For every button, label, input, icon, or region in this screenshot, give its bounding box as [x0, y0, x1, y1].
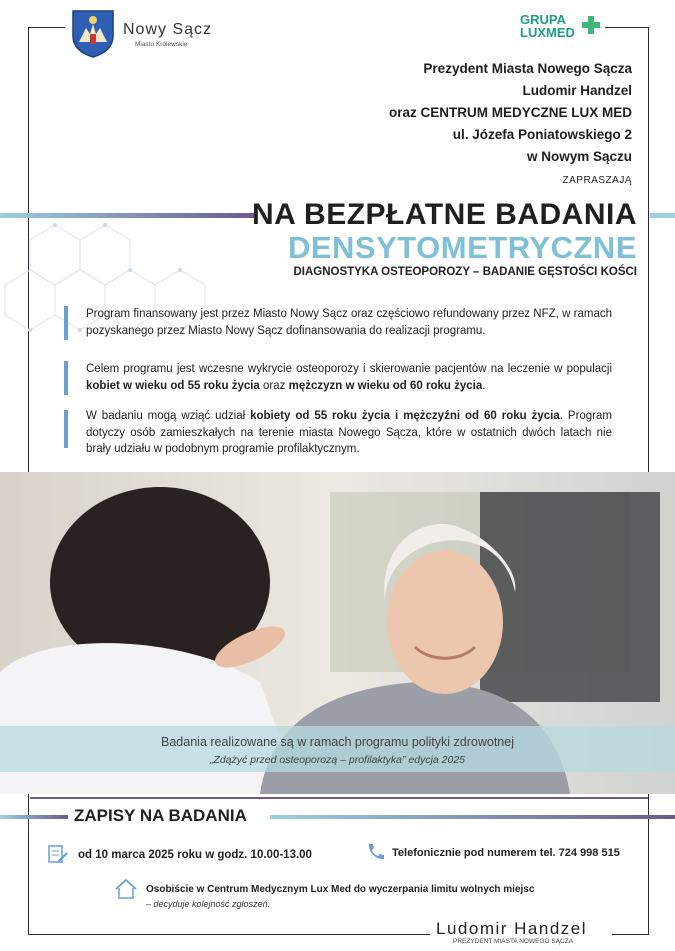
paragraph-bar [64, 306, 68, 340]
registration-date: od 10 marca 2025 roku w godz. 10.00-13.00 [78, 849, 312, 861]
paragraph-bar [64, 361, 68, 395]
luxmed-cross-icon [582, 16, 600, 34]
crest-icon [70, 8, 116, 58]
paragraph-1: Program finansowany jest przez Miasto Nowy Sącz oraz częściowo refundowany przez NFZ, w ramach pozyskanego przez Miasto Nowy Sącz dofinansowania do realizacji programu. [86, 308, 612, 337]
title-subtitle: DIAGNOSTYKA OSTEOPOROZY – BADANIE GĘSTOŚCI KOŚCI [293, 266, 637, 278]
p2-men-age: mężczyzn w wieku od 60 roku życia [288, 379, 483, 392]
p2-text: oraz [259, 379, 289, 392]
frame-bottom-right [612, 934, 649, 935]
registration-bar-left [0, 815, 68, 819]
title-bar-left [0, 213, 255, 218]
inviter-line: w Nowym Sączu [526, 149, 632, 164]
frame-bottom-left [28, 934, 430, 935]
title-bar-right [650, 213, 675, 218]
p2-text: Celem programu jest wczesne wykrycie osteoporozy i skierowanie pacjentów na leczenie w populacji [86, 363, 612, 375]
document-pen-icon [47, 843, 69, 865]
p3-text: W badaniu mogą wziąć udział [86, 410, 251, 422]
inviter-line: Prezydent Miasta Nowego Sącza [423, 61, 632, 76]
p3-text: . Program dotyczy osób zamieszkałych na terenie miasta Nowego Sącza, które w ostatnich dwóch latach nie brały udziału w podobnym programie profilaktycznym. [86, 410, 612, 455]
signature-name: Ludomir Handzel [436, 919, 588, 938]
frame-right [648, 27, 649, 472]
city-name: Nowy Sącz [123, 21, 213, 38]
luxmed-logo-line1: GRUPA [520, 12, 566, 27]
luxmed-logo [520, 13, 575, 39]
paragraph-3 [86, 408, 612, 458]
inviter-line: Ludomir Handzel [522, 83, 632, 98]
banner-line1: Badania realizowane są w ramach programu polityki zdrowotnej [161, 735, 514, 749]
hexagon-pattern [0, 210, 260, 370]
p3-eligibility: kobiety od 55 roku życia i mężczyźni od 60 roku życia [250, 410, 560, 422]
registration-bar-right [270, 815, 675, 819]
separator-bar [30, 797, 648, 799]
banner-line2: „Zdążyć przed osteoporozą – profilaktyka” edycja 2025 [209, 754, 466, 766]
inviter-line: ul. Józefa Poniatowskiego 2 [452, 127, 632, 142]
house-icon [114, 878, 138, 900]
invite-word: ZAPRASZAJĄ [562, 175, 632, 186]
frame-top-left [28, 27, 65, 28]
inviters-block [389, 58, 632, 192]
frame-top-right [605, 27, 649, 28]
title-line1: NA BEZPŁATNE BADANIA [252, 198, 637, 231]
p2-women-age: kobiet w wieku od 55 roku życia [86, 379, 260, 392]
inviter-line: oraz CENTRUM MEDYCZNE LUX MED [388, 105, 632, 120]
title-line2: DENSYTOMETRYCZNE [287, 230, 637, 265]
signature-role: PREZYDENT MIASTA NOWEGO SĄCZA [453, 938, 574, 945]
luxmed-logo-line2: LUXMED [520, 25, 575, 40]
p2-text: . [482, 379, 486, 392]
paragraph-bar [64, 410, 68, 448]
city-subtitle: Miasto Królewskie [135, 41, 188, 48]
registration-note: – decyduje kolejność zgłoszeń. [146, 899, 271, 909]
registration-phone: Telefonicznie pod numerem tel. 724 998 515 [392, 847, 620, 859]
registration-title: ZAPISY NA BADANIA [74, 806, 247, 825]
registration-in-person: Osobiście w Centrum Medycznym Lux Med do wyczerpania limitu wolnych miejsc [146, 884, 535, 895]
paragraph-2 [86, 361, 612, 394]
phone-icon [365, 842, 385, 862]
